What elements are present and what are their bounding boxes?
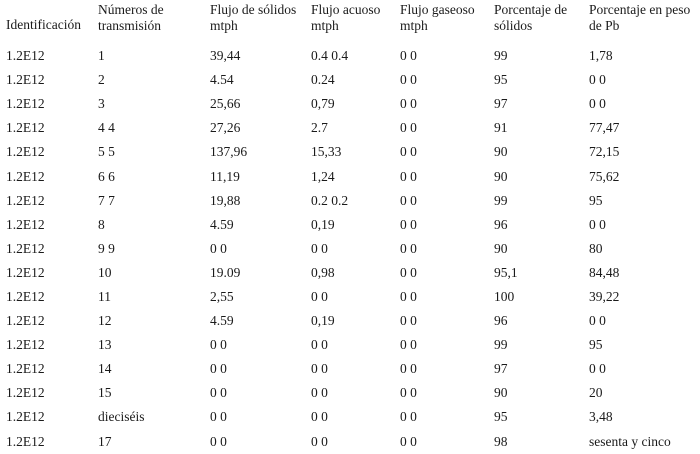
cell-stream-number: 8 — [98, 216, 105, 232]
cell-solids-percent: 99 — [494, 192, 508, 208]
cell-gas-flow: 0 0 — [400, 48, 417, 64]
cell-gas-flow: 0 0 — [400, 216, 417, 232]
cell-solids-flow: 4.59 — [210, 216, 234, 232]
cell-gas-flow: 0 0 — [400, 433, 417, 449]
cell-stream-number: 4 4 — [98, 120, 115, 136]
cell-gas-flow: 0 0 — [400, 337, 417, 353]
cell-solids-flow: 39,44 — [210, 48, 241, 64]
cell-pb-weight-percent: 20 — [589, 385, 603, 401]
cell-stream-number: 1 — [98, 48, 105, 64]
cell-aqueous-flow: 15,33 — [311, 144, 342, 160]
cell-stream-number: 11 — [98, 288, 111, 304]
cell-solids-percent: 90 — [494, 168, 508, 184]
cell-identification: 1.2E12 — [6, 216, 45, 232]
cell-solids-percent: 91 — [494, 120, 508, 136]
cell-aqueous-flow: 0 0 — [311, 288, 328, 304]
cell-stream-number: 13 — [98, 337, 112, 353]
cell-pb-weight-percent: 75,62 — [589, 168, 620, 184]
table-row — [0, 213, 700, 237]
cell-pb-weight-percent: 72,15 — [589, 144, 620, 160]
cell-solids-percent: 99 — [494, 48, 508, 64]
cell-solids-flow: 27,26 — [210, 120, 241, 136]
cell-pb-weight-percent: 0 0 — [589, 72, 606, 88]
cell-pb-weight-percent: 3,48 — [589, 409, 613, 425]
cell-identification: 1.2E12 — [6, 144, 45, 160]
cell-gas-flow: 0 0 — [400, 72, 417, 88]
cell-solids-flow: 19.09 — [210, 264, 241, 280]
cell-identification: 1.2E12 — [6, 240, 45, 256]
cell-solids-flow: 137,96 — [210, 144, 248, 160]
table-row — [0, 430, 700, 454]
cell-aqueous-flow: 0 0 — [311, 240, 328, 256]
cell-solids-flow: 0 0 — [210, 409, 227, 425]
cell-identification: 1.2E12 — [6, 264, 45, 280]
cell-solids-percent: 95,1 — [494, 264, 518, 280]
cell-stream-number: 7 7 — [98, 192, 115, 208]
cell-solids-flow: 0 0 — [210, 240, 227, 256]
table-row — [0, 309, 700, 333]
cell-aqueous-flow: 0 0 — [311, 409, 328, 425]
cell-gas-flow: 0 0 — [400, 168, 417, 184]
table-row — [0, 44, 700, 68]
cell-gas-flow: 0 0 — [400, 240, 417, 256]
cell-stream-number: 9 9 — [98, 240, 115, 256]
table-row — [0, 333, 700, 357]
cell-solids-percent: 97 — [494, 96, 508, 112]
table-row — [0, 357, 700, 381]
header-solids-percent: Porcentaje de sólidos — [494, 2, 568, 33]
cell-aqueous-flow: 0.2 0.2 — [311, 192, 349, 208]
cell-solids-percent: 90 — [494, 240, 508, 256]
header-stream-number: Números de transmisión — [98, 2, 164, 33]
table-row — [0, 68, 700, 92]
cell-solids-flow: 0 0 — [210, 337, 227, 353]
cell-solids-flow: 25,66 — [210, 96, 241, 112]
cell-stream-number: 6 6 — [98, 168, 115, 184]
cell-pb-weight-percent: 95 — [589, 337, 603, 353]
cell-solids-percent: 98 — [494, 433, 508, 449]
cell-solids-percent: 100 — [494, 288, 515, 304]
table-body — [0, 44, 700, 454]
cell-gas-flow: 0 0 — [400, 120, 417, 136]
cell-stream-number: dieciséis — [98, 409, 145, 425]
table-row — [0, 285, 700, 309]
cell-pb-weight-percent: 77,47 — [589, 120, 620, 136]
cell-identification: 1.2E12 — [6, 72, 45, 88]
table-row — [0, 164, 700, 188]
cell-stream-number: 14 — [98, 361, 112, 377]
cell-gas-flow: 0 0 — [400, 96, 417, 112]
cell-gas-flow: 0 0 — [400, 192, 417, 208]
table-row — [0, 189, 700, 213]
cell-solids-percent: 97 — [494, 361, 508, 377]
cell-solids-percent: 96 — [494, 313, 508, 329]
cell-solids-percent: 96 — [494, 216, 508, 232]
cell-aqueous-flow: 0 0 — [311, 361, 328, 377]
cell-aqueous-flow: 0 0 — [311, 337, 328, 353]
cell-identification: 1.2E12 — [6, 433, 45, 449]
cell-pb-weight-percent: 0 0 — [589, 313, 606, 329]
cell-solids-percent: 95 — [494, 72, 508, 88]
cell-stream-number: 17 — [98, 433, 112, 449]
table-row — [0, 405, 700, 429]
table-row — [0, 116, 700, 140]
cell-gas-flow: 0 0 — [400, 385, 417, 401]
cell-aqueous-flow: 0,19 — [311, 313, 335, 329]
cell-solids-percent: 90 — [494, 144, 508, 160]
cell-pb-weight-percent: 39,22 — [589, 288, 620, 304]
cell-identification: 1.2E12 — [6, 337, 45, 353]
cell-stream-number: 10 — [98, 264, 112, 280]
cell-gas-flow: 0 0 — [400, 144, 417, 160]
cell-gas-flow: 0 0 — [400, 288, 417, 304]
cell-aqueous-flow: 0,19 — [311, 216, 335, 232]
cell-identification: 1.2E12 — [6, 48, 45, 64]
cell-gas-flow: 0 0 — [400, 409, 417, 425]
cell-pb-weight-percent: sesenta y cinco — [589, 433, 671, 449]
cell-stream-number: 15 — [98, 385, 112, 401]
table-row — [0, 261, 700, 285]
cell-pb-weight-percent: 1,78 — [589, 48, 613, 64]
cell-identification: 1.2E12 — [6, 361, 45, 377]
cell-aqueous-flow: 0.24 — [311, 72, 335, 88]
header-gas-flow: Flujo gaseoso mtph — [400, 2, 475, 33]
header-pb-weight-percent: Porcentaje en peso de Pb — [589, 2, 691, 33]
cell-stream-number: 3 — [98, 96, 105, 112]
cell-pb-weight-percent: 0 0 — [589, 216, 606, 232]
cell-solids-percent: 99 — [494, 337, 508, 353]
cell-aqueous-flow: 0.4 0.4 — [311, 48, 349, 64]
cell-identification: 1.2E12 — [6, 120, 45, 136]
cell-identification: 1.2E12 — [6, 288, 45, 304]
cell-stream-number: 5 5 — [98, 144, 115, 160]
table-header — [0, 0, 700, 44]
cell-gas-flow: 0 0 — [400, 264, 417, 280]
cell-solids-percent: 90 — [494, 385, 508, 401]
cell-solids-flow: 2,55 — [210, 288, 234, 304]
cell-identification: 1.2E12 — [6, 192, 45, 208]
cell-identification: 1.2E12 — [6, 96, 45, 112]
table-row — [0, 92, 700, 116]
cell-pb-weight-percent: 0 0 — [589, 361, 606, 377]
cell-solids-flow: 4.54 — [210, 72, 234, 88]
cell-stream-number: 12 — [98, 313, 112, 329]
cell-identification: 1.2E12 — [6, 168, 45, 184]
cell-solids-flow: 4.59 — [210, 313, 234, 329]
cell-aqueous-flow: 0 0 — [311, 385, 328, 401]
cell-aqueous-flow: 0,98 — [311, 264, 335, 280]
cell-solids-flow: 0 0 — [210, 361, 227, 377]
cell-gas-flow: 0 0 — [400, 313, 417, 329]
header-row — [0, 0, 700, 44]
cell-identification: 1.2E12 — [6, 385, 45, 401]
table-row — [0, 237, 700, 261]
cell-solids-flow: 11,19 — [210, 168, 240, 184]
cell-solids-flow: 0 0 — [210, 433, 227, 449]
cell-aqueous-flow: 0,79 — [311, 96, 335, 112]
cell-stream-number: 2 — [98, 72, 105, 88]
cell-pb-weight-percent: 84,48 — [589, 264, 620, 280]
table-row — [0, 381, 700, 405]
cell-solids-flow: 0 0 — [210, 385, 227, 401]
cell-pb-weight-percent: 95 — [589, 192, 603, 208]
cell-identification: 1.2E12 — [6, 313, 45, 329]
cell-pb-weight-percent: 0 0 — [589, 96, 606, 112]
cell-identification: 1.2E12 — [6, 409, 45, 425]
cell-solids-percent: 95 — [494, 409, 508, 425]
header-solids-flow: Flujo de sólidos mtph — [210, 2, 297, 33]
table-row — [0, 140, 700, 164]
cell-aqueous-flow: 1,24 — [311, 168, 335, 184]
cell-gas-flow: 0 0 — [400, 361, 417, 377]
header-identification: Identificación — [6, 17, 81, 32]
cell-pb-weight-percent: 80 — [589, 240, 603, 256]
cell-aqueous-flow: 2.7 — [311, 120, 328, 136]
cell-solids-flow: 19,88 — [210, 192, 241, 208]
header-aqueous-flow: Flujo acuoso mtph — [311, 2, 381, 33]
cell-aqueous-flow: 0 0 — [311, 433, 328, 449]
